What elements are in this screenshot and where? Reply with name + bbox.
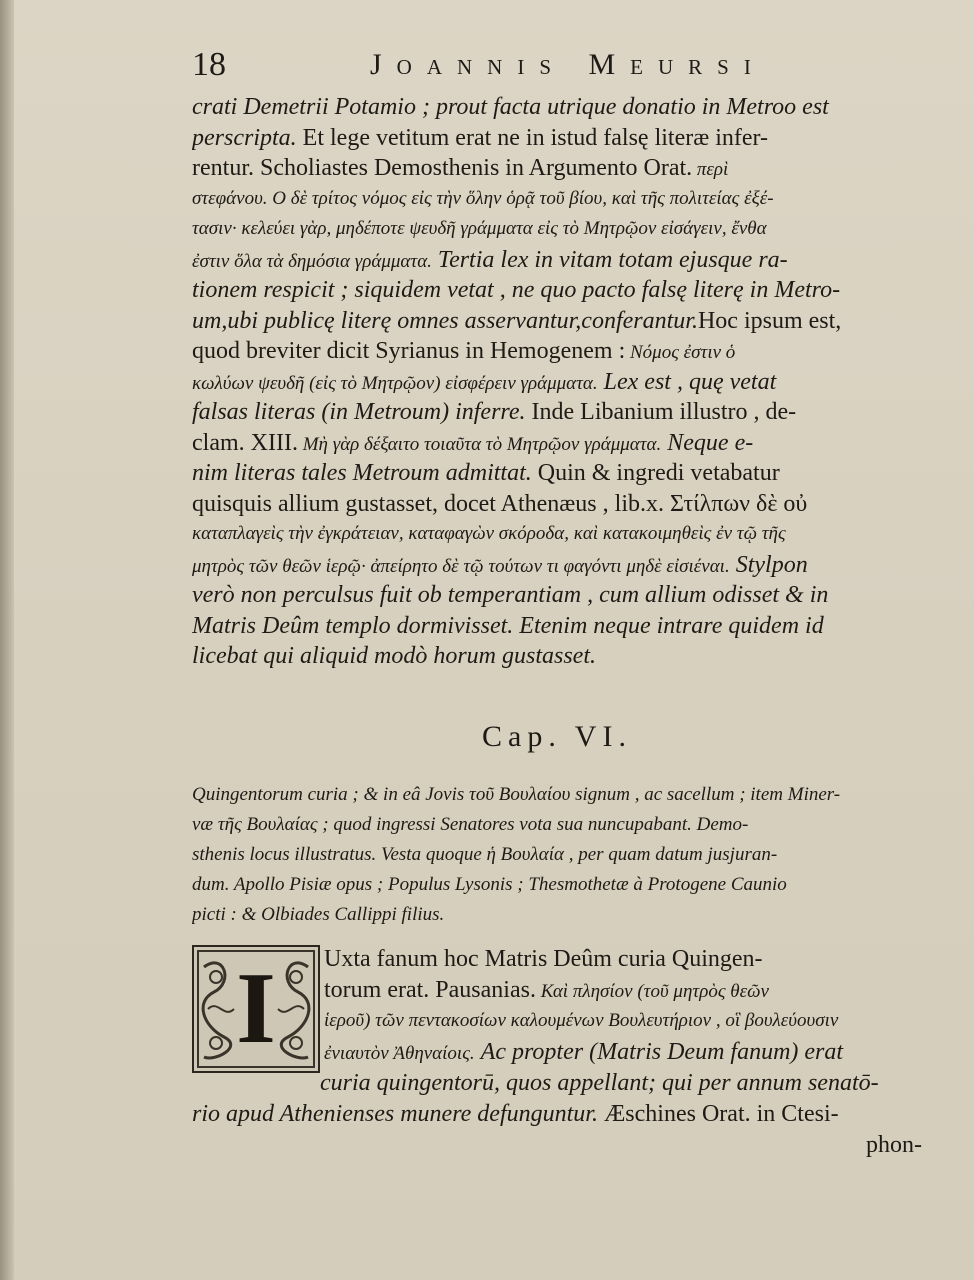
text-span: Stylpon — [729, 551, 808, 578]
text-span: Neque e- — [661, 429, 754, 456]
greek-line: ἱεροῦ) τῶν πεντακοσίων καλουμένων Βουλευτήριον , οἳ βουλεύουσιν — [324, 1010, 839, 1031]
greek-span: Καὶ πλησίον (τοῦ μητρὸς θεῶν — [535, 981, 769, 1002]
greek-line: τασιν· κελεύει γὰρ, μηδέποτε ψευδῆ γράμματα εἰς τὸ Μητρῷον εἰσάγειν, ἔνθα — [192, 218, 767, 239]
summary-line: picti : & Olbiades Callippi filius. — [192, 904, 445, 925]
text-line: quisquis allium gustasset, docet Athenæus , lib.x. Στίλπων δὲ οὐ — [192, 490, 808, 517]
greek-span: μητρὸς τῶν θεῶν ἱερῷ· ἀπείρητο δὲ τῷ τούτων τι φαγόντι μηδὲ εἰσιέναι. — [192, 555, 730, 577]
text-span: Lex est , quę vetat — [597, 368, 777, 395]
text-line: Matris Deûm templo dormivisset. Etenim neque intrare quidem id — [192, 612, 824, 639]
greek-span: κωλύων ψευδῆ (εἰς τὸ Μητρῷον) εἰσφέρειν γράμματα. — [192, 372, 598, 394]
text-line: Uxta fanum hoc Matris Deûm curia Quingen- — [324, 946, 763, 972]
text-span: Æschines Orat. in Ctesi- — [597, 1101, 839, 1127]
greek-span: Νόμος ἐστιν ὁ — [625, 342, 736, 363]
paragraph-metroum-law — [192, 92, 922, 672]
text-span: perscripta. — [192, 124, 297, 151]
running-title: Joannis Meursi — [370, 48, 766, 81]
book-spine-shadow — [0, 0, 14, 1280]
text-line: licebat qui aliquid modò horum gustasset. — [192, 643, 596, 669]
text-span: torum erat. Pausanias. — [324, 977, 536, 1003]
text-span: Quin & ingredi vetabatur — [531, 460, 780, 486]
text-line: tionem respicit ; siquidem vetat , ne quo pacto falsę literę in Metro- — [192, 277, 841, 303]
chapter-summary — [192, 780, 922, 930]
text-span: rio apud Athenienses munere defunguntur. — [192, 1101, 598, 1127]
text-line: curia quingentorū, quos appellant; qui per annum senatō- — [320, 1070, 879, 1096]
summary-line: Quingentorum curia ; & in eâ Jovis τοῦ Βουλαίου signum , ac sacellum ; item Miner- — [192, 784, 841, 805]
text-span: um,ubi publicę literę omnes asservantur,conferantur. — [192, 307, 698, 334]
paragraph-curia — [192, 944, 922, 1161]
greek-span: Μὴ γὰρ δέξαιτο τοιαῦτα τὸ Μητρῷον γράμματα. — [297, 433, 662, 455]
text-span: Tertia lex in vitam totam ejusque ra- — [431, 246, 788, 273]
text-span: Ac propter (Matris Deum fanum) erat — [474, 1039, 844, 1065]
page-number: 18 — [192, 46, 226, 83]
text-span: Et lege vetitum erat ne in istud falsę literæ infer- — [296, 124, 769, 151]
text-span: quod breviter dicit Syrianus in Hemogenem : — [192, 338, 626, 364]
summary-line: væ τῆς Βουλαίας ; quod ingressi Senatores vota sua nuncupabant. Demo- — [192, 814, 749, 835]
text-span: rentur. Scholiastes Demosthenis in Argumento Orat. — [192, 155, 693, 181]
text-line: crati Demetrii Potamio ; prout facta utrique donatio in Metroo est — [192, 94, 829, 120]
text-span: falsas literas (in Metroum) inferre. — [192, 399, 526, 425]
greek-span: ἐστιν ὅλα τὰ δημόσια γράμματα. — [192, 250, 432, 272]
text-span: clam. XIII. — [192, 429, 298, 456]
greek-line: καταπλαγεὶς τὴν ἐγκράτειαν, καταφαγὼν σκόροδα, καὶ κατακοιμηθεὶς ἐν τῷ τῆς — [192, 523, 786, 544]
greek-line: στεφάνου. Ο δὲ τρίτος νόμος εἰς τὴν ὅλην ὁρᾷ τοῦ βίου, καὶ τῆς πολιτείας ἐξέ- — [192, 187, 774, 209]
catchword: phon- — [866, 1132, 922, 1158]
chapter-heading: Cap. VI. — [482, 720, 632, 753]
text-line: verò non perculsus fuit ob temperantiam , cum allium odisset & in — [192, 582, 829, 608]
text-span: nim literas tales Metroum admittat. — [192, 460, 532, 486]
page-header — [192, 46, 922, 90]
greek-span: ἐνιαυτὸν Ἀθηναίοις. — [324, 1043, 475, 1064]
greek-span: περὶ — [692, 159, 729, 180]
summary-line: sthenis locus illustratus. Vesta quoque ἡ Βουλαία , per quam datum jusjuran- — [192, 844, 778, 865]
text-span: Inde Libanium illustro , de- — [525, 399, 797, 425]
summary-line: dum. Apollo Pisiæ opus ; Populus Lysonis ; Thesmothetæ à Protogene Caunio — [192, 874, 787, 895]
initial-letter: I — [236, 952, 276, 1065]
text-span: Hoc ipsum est, — [697, 307, 842, 334]
